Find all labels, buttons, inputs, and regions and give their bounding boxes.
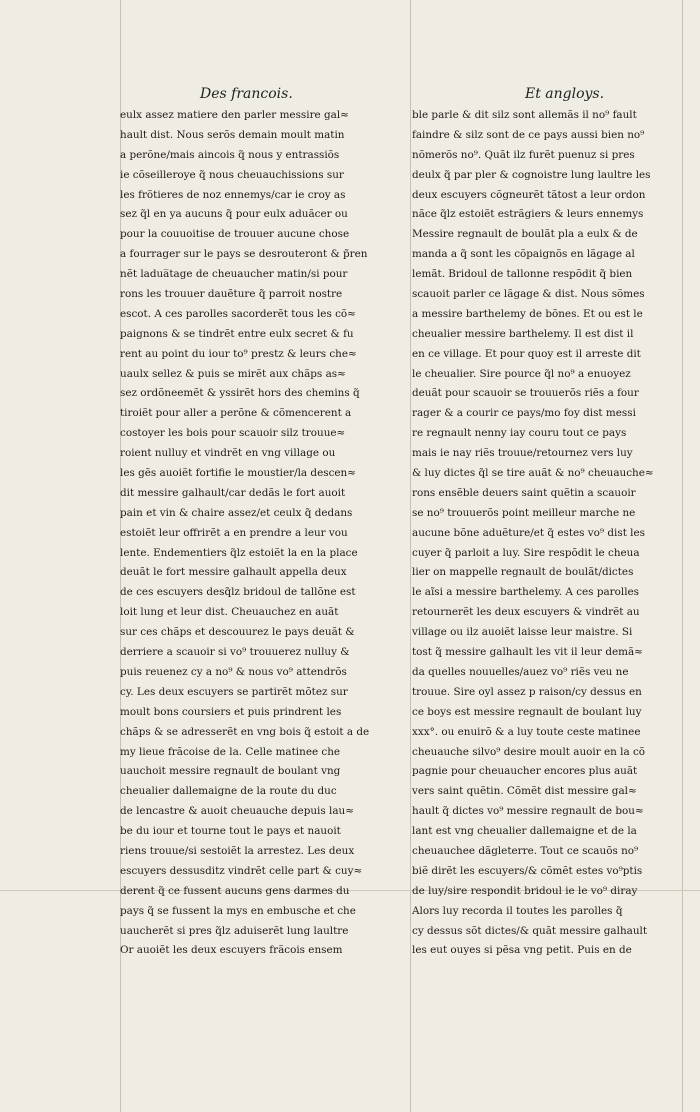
text-line: pain et vin & chaire assez/et ceulx q̃ dedans <box>120 506 353 519</box>
text-line: escuyers dessusditz vindrẽt celle part & cuy≈ <box>120 864 363 877</box>
text-line: le aĩsi a messire barthelemy. A ces parolles <box>412 586 640 599</box>
text-line: my lieue frãcoise de la. Celle matinee che <box>120 745 341 758</box>
text-line: ce boys est messire regnault de boulant luy <box>412 705 642 718</box>
running-head-left: Des francois. <box>200 86 293 102</box>
text-line: rager & a courir ce pays/mo foy dist messi <box>412 407 636 420</box>
text-line: lemãt. Bridoul de tallonne respõdit q̃ bien <box>412 268 633 281</box>
text-line: mais ie nay riẽs trouue/retournez vers luy <box>412 447 633 460</box>
text-line: vers saint quẽtin. Cõmẽt dist messire gal≈ <box>412 785 637 798</box>
text-line: sur ces chãps et descouurez le pays deuãt & <box>120 626 355 639</box>
text-line: le cheualier. Sire pource q̃l no⁹ a enuoyez <box>412 367 631 380</box>
text-column-right <box>412 106 698 961</box>
text-line: pays q̃ se fussent la mys en embusche et che <box>120 904 356 917</box>
text-line: chãps & se adresserẽt en vng bois q̃ estoit a de <box>120 725 370 738</box>
text-line: a fourrager sur le pays se desrouteront & p̃ren <box>120 248 368 261</box>
text-line: pour la couuoitise de trouuer aucune chose <box>120 228 350 241</box>
text-line: deulx q̃ par pler & cognoistre lung laultre les <box>412 168 651 181</box>
text-line: deux escuyers cõgneurẽt tãtost a leur ordon <box>412 188 646 201</box>
text-line: cheuauchee dãgleterre. Tout ce scauõs no⁹ <box>412 844 639 857</box>
text-line: les eut ouyes si pẽsa vng petit. Puis en de <box>412 944 632 957</box>
text-line: tiroiẽt pour aller a perõne & cõmencerent a <box>120 407 352 420</box>
text-line: biẽ dirẽt les escuyers/& cõmẽt estes vo⁹ptis <box>412 864 643 877</box>
text-line: trouue. Sire oyl assez p raison/cy dessus en <box>412 685 642 698</box>
text-line: Alors luy recorda il toutes les parolles q̃ <box>412 904 623 917</box>
text-line: hault dist. Nous serõs demain moult matin <box>120 128 345 141</box>
text-line: escot. A ces parolles sacorderẽt tous les cõ≈ <box>120 307 356 320</box>
text-line: en ce village. Et pour quoy est il arreste dit <box>412 347 641 360</box>
text-line: les frõtieres de noz ennemys/car ie croy as <box>120 188 346 201</box>
text-line: be du iour et tourne tout le pays et nauoit <box>120 825 341 838</box>
text-line: de ces escuyers desq̃lz bridoul de tallõne est <box>120 586 356 599</box>
text-line: uaucherẽt si pres q̃lz aduiserẽt lung laultre <box>120 924 349 937</box>
text-line: cy. Les deux escuyers se partirẽt mõtez sur <box>120 685 348 698</box>
text-line: lier on mappelle regnault de boulãt/dictes <box>412 566 634 579</box>
text-line: xxx°. ou enuirõ & a luy toute ceste matinee <box>412 725 641 738</box>
text-line: deuãt le fort messire galhault appella deux <box>120 566 347 579</box>
text-line: & luy dictes q̃l se tire auãt & no⁹ cheuauche≈ <box>412 467 654 480</box>
text-line: aucune bõne aduẽture/et q̃ estes vo⁹ dist les <box>412 526 645 539</box>
text-line: estoiẽt leur offrirẽt a en prendre a leur vou <box>120 526 348 539</box>
text-line: pagnie pour cheuaucher encores plus auãt <box>412 765 638 778</box>
text-line: de luy/sire respondit bridoul ie le vo⁹ diray <box>412 884 638 897</box>
text-line: manda a q̃ sont les cõpaignõs en lãgage al <box>412 248 635 261</box>
text-line: les gẽs auoiẽt fortifie le moustier/la descen≈ <box>120 467 356 480</box>
text-line: retournerẽt les deux escuyers & vindrẽt au <box>412 606 640 619</box>
text-line: nãce q̃lz estoiẽt estrãgiers & leurs ennemys <box>412 208 644 221</box>
text-line: dit messire galhault/car dedãs le fort auoit <box>120 486 346 499</box>
text-line: Or auoiẽt les deux escuyers frãcois ensem <box>120 944 343 957</box>
text-line: rons les trouuer dauẽture q̃ parroit nostre <box>120 288 343 301</box>
text-line: roient nulluy et vindrẽt en vng village ou <box>120 447 336 460</box>
text-line: uauchoit messire regnault de boulant vng <box>120 765 341 778</box>
text-line: se no⁹ trouuerõs point meilleur marche ne <box>412 506 636 519</box>
text-line: uaulx sellez & puis se mirẽt aux chãps as≈ <box>120 367 346 380</box>
text-line: tost q̃ messire galhault les vit il leur demã≈ <box>412 646 643 659</box>
text-line: scauoit parler ce lãgage & dist. Nous sõmes <box>412 288 645 301</box>
text-line: lant est vng cheualier dallemaigne et de la <box>412 825 637 838</box>
text-line: a perõne/mais aincois q̃ nous y entrassiõs <box>120 148 340 161</box>
text-line: sez q̃l en ya aucuns q̃ pour eulx aduãcer ou <box>120 208 348 221</box>
text-line: rent au point du iour to⁹ prestz & leurs che≈ <box>120 347 357 360</box>
text-line: derent q̃ ce fussent aucuns gens darmes du <box>120 884 350 897</box>
text-line: hault q̃ dictes vo⁹ messire regnault de bou≈ <box>412 805 644 818</box>
text-line: costoyer les bois pour scauoir silz trouue≈ <box>120 427 346 440</box>
text-line: da quelles nouuelles/auez vo⁹ riẽs veu ne <box>412 665 629 678</box>
text-line: village ou ilz auoiẽt laisse leur maistre. Si <box>412 626 633 639</box>
text-line: Messire regnault de boulãt pla a eulx & de <box>412 228 638 241</box>
text-line: faindre & silz sont de ce pays aussi bien no⁹ <box>412 128 645 141</box>
text-line: rons ensẽble deuers saint quẽtin a scauoir <box>412 486 636 499</box>
text-line: derriere a scauoir si vo⁹ trouuerez nulluy & <box>120 646 350 659</box>
text-line: re regnault nenny iay couru tout ce pays <box>412 427 627 440</box>
text-line: lente. Endementiers q̃lz estoiẽt la en la place <box>120 546 358 559</box>
text-line: moult bons coursiers et puis prindrent les <box>120 705 342 718</box>
rule-gutter <box>410 0 411 1112</box>
text-line: nẽt ladua̅tage de cheuaucher matin/si pour <box>120 268 348 281</box>
text-line: de lencastre & auoit cheuauche depuis lau≈ <box>120 805 354 818</box>
text-line: deuãt pour scauoir se trouuerõs riẽs a four <box>412 387 639 400</box>
text-line: eulx assez matiere den parler messire gal≈ <box>120 109 349 121</box>
text-line: loit lung et leur dist. Cheuauchez en auãt <box>120 606 339 619</box>
text-line: nõmerõs no⁹. Quãt ilz furẽt puenuz si pres <box>412 148 635 161</box>
text-line: cheuauche silvo⁹ desire moult auoir en la cõ <box>412 745 646 758</box>
text-line: cheualier messire barthelemy. Il est dist il <box>412 327 634 340</box>
text-line: cheualier dallemaigne de la route du duc <box>120 785 337 798</box>
text-column-left <box>120 106 406 961</box>
text-line: ie cõseilleroye q̃ nous cheuauchissions sur <box>120 168 344 181</box>
text-line: sez ordõneemẽt & yssirẽt hors des chemins q̃ <box>120 387 360 400</box>
text-line: a messire barthelemy de bõnes. Et ou est le <box>412 307 643 320</box>
text-line: cy dessus sõt dictes/& quãt messire galhault <box>412 924 648 937</box>
running-head-right: Et angloys. <box>525 86 605 102</box>
text-line: riens trouue/si sestoiẽt la arrestez. Les deux <box>120 844 355 857</box>
text-line: paignons & se tindrẽt entre eulx secret & fu <box>120 327 354 340</box>
text-line: cuyer q̃ parloit a luy. Sire respõdit le cheua <box>412 546 640 559</box>
text-line: puis reuenez cy a no⁹ & nous vo⁹ attendrõs <box>120 665 347 678</box>
text-line: ble parle & dit silz sont allemãs il no⁹ fault <box>412 109 637 121</box>
